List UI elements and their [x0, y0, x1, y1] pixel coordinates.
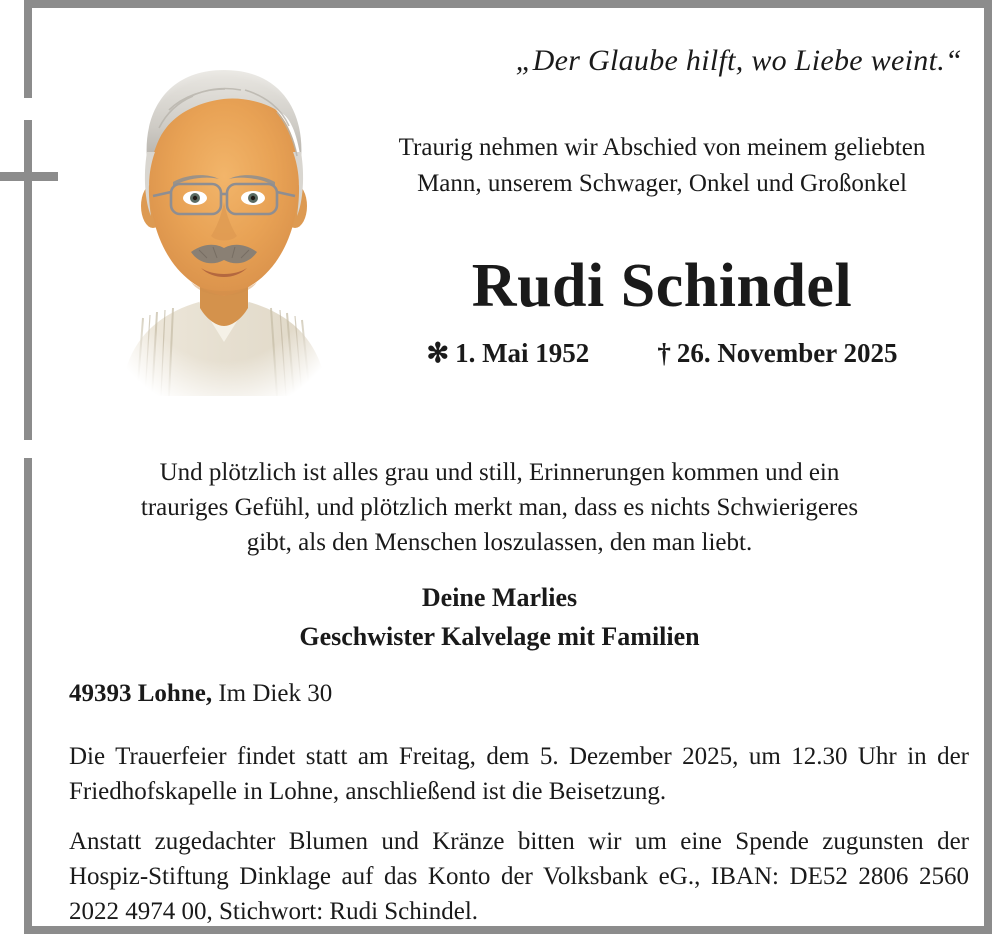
intro-text: [362, 130, 962, 202]
verse-line-2: trauriges Gefühl, und plötzlich merkt man, dass es nichts Schwierigeres: [140, 494, 859, 521]
memorial-verse: [32, 455, 967, 560]
deceased-name: Rudi Schindel: [471, 252, 853, 320]
cross-dagger-icon: †: [657, 338, 671, 368]
verse-line-1: Und plötzlich ist alles grau und still, Erinnerungen kommen und ein: [159, 459, 840, 486]
funeral-service-details: Die Trauerfeier findet statt am Freitag, dem 5. Dezember 2025, um 12.30 Uhr in der Friedhofskapelle in Lohne, anschließend ist die Beisetzung.: [69, 743, 969, 805]
verse-line-3: gibt, als den Menschen loszulassen, den man liebt.: [246, 529, 753, 556]
frame-border-left-upper: [24, 0, 32, 98]
death-date: 26. November 2025: [676, 338, 898, 368]
life-dates: [362, 338, 962, 369]
donation-request: Anstatt zugedachter Blumen und Kränze bitten wir um eine Spende zugunsten der Hospiz-Stiftung Dinklage auf das Konto der Volksbank eG., IBAN: DE52 2806 2560 2022 4974 00, Stichwort: Rudi Schindel.: [69, 828, 969, 925]
intro-line-2: Mann, unserem Schwager, Onkel und Großonkel: [417, 170, 907, 197]
death-date-group: [657, 338, 897, 368]
family-address: [69, 680, 332, 708]
frame-border-right: [984, 0, 992, 934]
frame-border-left-lower: [24, 458, 32, 934]
signature-line-1: Deine Marlies: [421, 583, 578, 612]
birth-star-icon: ✻: [426, 338, 450, 368]
signature-line-2: Geschwister Kalvelage mit Familien: [299, 622, 700, 651]
notice-content: [32, 8, 984, 926]
portrait-photo: [95, 56, 353, 396]
mourners-signature: [32, 578, 967, 656]
memorial-quote: „Der Glaube hilft, wo Liebe weint.“: [515, 44, 962, 77]
christian-cross-icon-stem: [24, 120, 32, 440]
frame-border-top: [24, 0, 992, 8]
address-city: 49393 Lohne,: [69, 680, 213, 707]
birth-date-group: [426, 338, 589, 368]
intro-line-1: Traurig nehmen wir Abschied von meinem geliebten: [398, 134, 926, 161]
address-street: Im Diek 30: [218, 680, 333, 707]
birth-date: 1. Mai 1952: [455, 338, 590, 368]
